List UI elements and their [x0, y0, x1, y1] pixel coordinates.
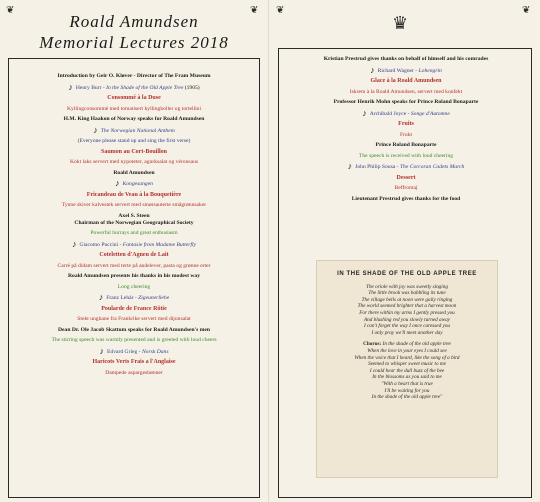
program-item: Roald Amundsen presents his thanks in his modest way — [67, 273, 200, 279]
menu-course-title: Saumon au Cort-Bouillon — [100, 148, 167, 155]
menu-course-description: Tynne skiver kalvestek servert med smørsauterte smågrønnsaker — [61, 202, 207, 208]
flourish-top-left-right: ❦ — [276, 5, 285, 16]
music-note-icon: ♪ — [68, 81, 73, 92]
music-note-icon: ♪ — [362, 107, 367, 118]
music-piece-title: The Norwegian National Anthem — [100, 127, 175, 134]
music-note-icon: ♪ — [98, 292, 104, 302]
song-line: I could hear the dull buzz of the bee — [369, 367, 445, 374]
chorus-line-text: In the shade of the old apple tree — [381, 341, 451, 348]
menu-course-description: Dampede aspargesbønner — [105, 369, 163, 376]
menu-course-title: Glace à la Roald Amundsen — [370, 78, 442, 84]
song-line: Seemed to whisper sweet music to me — [368, 361, 446, 368]
program-item: Professor Henrik Mohn speaks for Prince Roland Bonaparte — [333, 99, 479, 105]
menu-course-description: Beffromaj — [394, 185, 418, 191]
right-program-list — [286, 56, 526, 206]
music-item — [286, 107, 526, 118]
title-line-1: Roald Amundsen — [69, 12, 199, 31]
flourish-top-right-right: ❦ — [522, 5, 531, 16]
composer-name: Giacomo Puccini - — [79, 241, 123, 248]
song-line: The world seemed brighter that a harvest moon — [357, 303, 457, 310]
menu-course-title: Consommé à la Duse — [107, 95, 161, 101]
left-program-list — [14, 73, 254, 380]
song-line: "With a heart that is true — [381, 380, 433, 387]
program-item: Axel S. Steen — [118, 212, 150, 219]
song-line: I can't forget the way I once caressed you — [363, 323, 450, 330]
music-item — [286, 64, 526, 75]
composer-name: Franz Lehár - — [106, 295, 139, 301]
music-item — [14, 238, 254, 249]
song-line: For there within my arms I gently pressed you — [359, 309, 455, 316]
song-line: I only pray we'll meet another day — [371, 329, 443, 336]
music-piece-title: In the Shade of the Old Apple Tree — [106, 84, 184, 91]
song-title: IN THE SHADE OF THE OLD APPLE TREE — [337, 271, 477, 277]
program-item: (Everyone please stand up and sing the first verse) — [77, 138, 191, 144]
menu-course-title: Coteletten d'Agneu de Lait — [99, 252, 169, 258]
program-item: Chairman of the Norwegian Geographical Society — [74, 219, 194, 226]
program-item: Lieutenant Prestrud gives thanks for the food — [351, 195, 461, 202]
music-note-icon: ♪ — [115, 178, 120, 188]
audience-reaction: Powerful hurrays and great enthusiasm — [90, 230, 178, 236]
music-piece-title: The Corcoran Cadets March — [399, 164, 465, 170]
song-line — [317, 341, 497, 348]
song-line: The village bells at noon were gaily ringing — [361, 296, 453, 303]
song-line: When the voice that I heard, like the song of a bird — [354, 354, 460, 361]
menu-course-description: Kyllingconsommé med tomatisert kyllingboller og tortellini — [66, 105, 202, 112]
music-piece-title: Lohengrin — [418, 67, 442, 74]
title-line-2: Memorial Lectures 2018 — [39, 33, 229, 52]
composer-name: Henry Burr - — [75, 84, 107, 91]
music-year: (1905) — [183, 84, 200, 91]
right-page — [270, 0, 540, 502]
program-item: Prince Roland Bonaparte — [375, 142, 437, 148]
music-item — [14, 81, 254, 92]
song-verse — [317, 284, 497, 337]
composer-name: Edvard Grieg - — [106, 348, 142, 355]
composer-name: Richard Wagner - — [377, 67, 419, 74]
menu-course-title: Haricots Verts Frais a l'Anglaise — [92, 359, 176, 365]
audience-reaction: The speech is received with loud cheering — [358, 152, 454, 159]
menu-course-description: Carré på didam servert med terte på andelever, pasta og grønne erter — [57, 262, 211, 269]
audience-reaction: The stirring speech was warmly presented and is greeted with loud cheers — [51, 337, 217, 343]
music-piece-title: Norsk Dans — [141, 348, 169, 355]
music-item — [14, 294, 254, 302]
music-item — [286, 163, 526, 171]
music-piece-title: Songe d'Automne — [410, 110, 450, 117]
menu-course-description: Iskrem à la Roald Amundsen, servert med konfekt — [349, 88, 463, 95]
music-note-icon: ♪ — [99, 345, 104, 356]
song-line: The little brook was babbling its tune — [368, 290, 446, 297]
music-item — [14, 124, 254, 135]
menu-course-title: Fruits — [398, 121, 414, 127]
program-item: Dean Dr. Ole Jacob Skattum speaks for Roald Amundsen's men — [58, 326, 210, 333]
music-piece-title: Kongesangen — [122, 181, 153, 187]
menu-course-description: Stekt unghane fra Frankrike servert med dijonsalat — [77, 316, 191, 322]
menu-course-description: Kokt laks servert med nypoteter, agurksalat og véronsaus — [69, 159, 199, 165]
menu-course-description: Frukt — [399, 131, 413, 138]
song-line: In the shade of the old apple tree" — [371, 394, 443, 401]
menu-course-title: Dessert — [396, 174, 416, 181]
music-note-icon: ♪ — [370, 64, 375, 75]
menu-course-title: Poularde de France Rôtie — [101, 305, 167, 312]
music-item — [14, 345, 254, 356]
flourish-top-left: ❦ — [6, 5, 15, 16]
composer-name: Archibald Joyce - — [369, 110, 411, 117]
program-item: Kristian Prestrud gives thanks on behalf of himself and his comrades — [323, 56, 489, 62]
menu-course-title: Fricandeau de Veau à la Bouquetière — [86, 191, 182, 198]
program-item: Introduction by Geir O. Kløver - Director of The Fram Museum — [57, 73, 211, 79]
music-note-icon: ♪ — [93, 124, 98, 135]
flourish-top-right: ❦ — [250, 5, 259, 16]
song-line: I'll be waiting for you — [384, 387, 430, 394]
song-chorus — [317, 341, 497, 400]
chorus-label: Chorus: — [363, 341, 382, 348]
composer-name: John Philip Sousa - — [355, 164, 400, 170]
song-line: The oriole with joy was sweetly singing — [366, 283, 448, 290]
left-page — [0, 0, 269, 502]
song-lyrics-card — [316, 260, 498, 478]
music-item — [14, 180, 254, 188]
song-line: And blushing red you slowly turned away — [364, 316, 450, 323]
program-item: Roald Amundsen — [113, 169, 155, 176]
music-piece-title: Fantasie from Madame Butterfly — [122, 241, 197, 248]
music-note-icon: ♪ — [347, 161, 353, 171]
music-piece-title: Zigeunerliebe — [138, 295, 170, 301]
crown-ornament: ♛ — [392, 13, 409, 33]
song-line: In the blossoms as you said to me — [372, 374, 442, 381]
song-line: When the love in your eyes I could see — [367, 347, 447, 354]
audience-reaction: Long cheering — [117, 283, 151, 290]
program-item: H.M. King Haakon of Norway speaks for Roald Amundsen — [63, 116, 205, 122]
music-note-icon: ♪ — [71, 238, 77, 249]
